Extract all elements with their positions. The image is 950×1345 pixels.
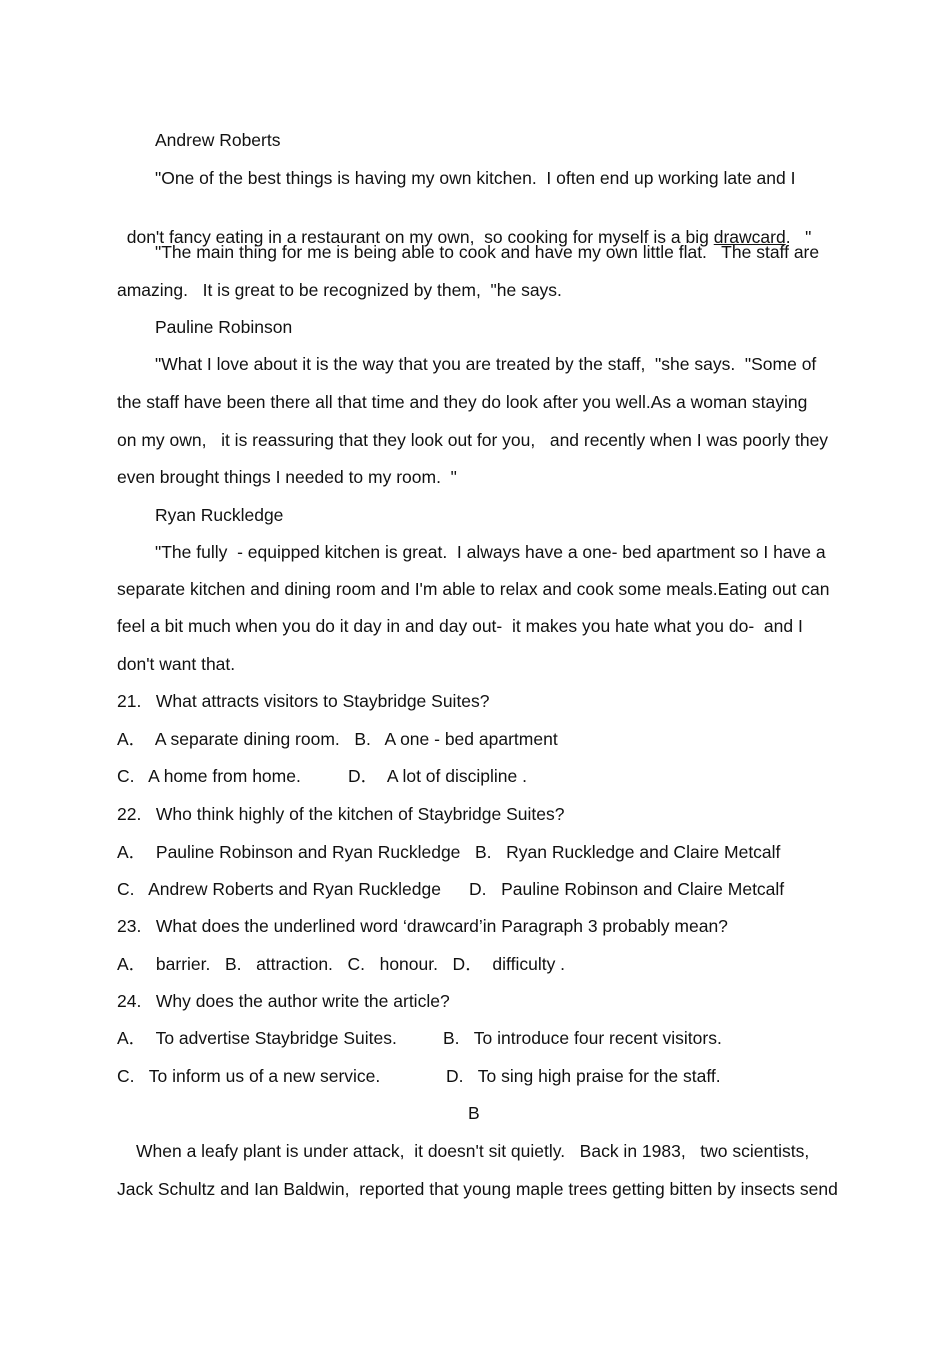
question-stem: 22. Who think highly of the kitchen of Staybridge Suites? [117,804,565,824]
testimonial-name: Andrew Roberts [155,130,281,150]
text-span: . " [785,227,812,247]
option-line: A． Pauline Robinson and Ryan Ruckledge B. Ryan Ruckledge and Claire Metcalf [117,842,781,862]
section-heading: B [468,1103,480,1123]
paragraph-line: Jack Schultz and Ian Baldwin, reported that young maple trees getting bitten by insects send [117,1179,838,1199]
option-line: C. A home from home. [117,766,301,786]
option-line: B. To introduce four recent visitors. [443,1028,722,1048]
underlined-word: drawcard [713,227,786,247]
option-line: A． A separate dining room. B. A one - bed apartment [117,729,558,749]
question-stem: 21. What attracts visitors to Staybridge Suites? [117,691,490,711]
option-line: A． To advertise Staybridge Suites. [117,1028,397,1048]
option-line: C. Andrew Roberts and Ryan Ruckledge [117,879,441,899]
paragraph-line: "One of the best things is having my own kitchen. I often end up working late and I [155,168,796,188]
option-line: D. To sing high praise for the staff. [446,1066,721,1086]
paragraph-line: "The fully - equipped kitchen is great. I always have a one- bed apartment so I have a [155,542,826,562]
paragraph-line: amazing. It is great to be recognized by them, "he says. [117,280,562,300]
testimonial-name: Ryan Ruckledge [155,505,284,525]
option-line: D． A lot of discipline . [348,766,527,786]
paragraph-line: When a leafy plant is under attack, it doesn't sit quietly. Back in 1983, two scientists, [136,1141,810,1161]
paragraph-line: separate kitchen and dining room and I'm able to relax and cook some meals.Eating out can [117,579,830,599]
question-stem: 23. What does the underlined word ‘drawcard’in Paragraph 3 probably mean? [117,916,728,936]
paragraph-line: don't want that. [117,654,236,674]
option-line: A． barrier. B. attraction. C. honour. D． difficulty . [117,954,566,974]
paragraph-line: "The main thing for me is being able to cook and have my own little flat. The staff are [155,242,820,262]
testimonial-name: Pauline Robinson [155,317,293,337]
paragraph-line: "What I love about it is the way that you are treated by the staff, "she says. "Some of [155,354,817,374]
option-line: D. Pauline Robinson and Claire Metcalf [469,879,785,899]
paragraph-line: even brought things I needed to my room. " [117,467,457,487]
text-span: don't fancy eating in a restaurant on my own, so cooking for myself is a big [126,227,714,247]
question-stem: 24. Why does the author write the article? [117,991,450,1011]
paragraph-line: feel a bit much when you do it day in and day out- it makes you hate what you do- and I [117,616,803,636]
paragraph-line: the staff have been there all that time and they do look after you well.As a woman staying [117,392,808,412]
paragraph-line: on my own, it is reassuring that they look out for you, and recently when I was poorly they [117,430,829,450]
option-line: C. To inform us of a new service. [117,1066,381,1086]
